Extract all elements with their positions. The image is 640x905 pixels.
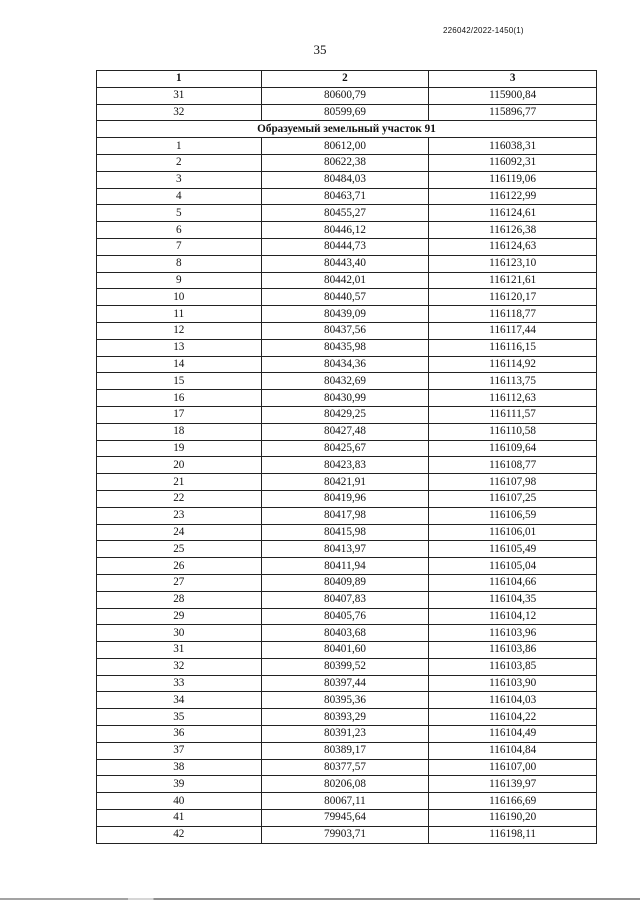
x-coordinate-cell: 80413,97 [261,541,429,558]
table-row [97,742,597,759]
x-coordinate-cell: 80446,12 [261,222,429,239]
table-row [97,726,597,743]
x-coordinate-cell: 80403,68 [261,625,429,642]
x-coordinate-cell: 80600,79 [261,87,429,104]
y-coordinate-cell: 116112,63 [429,390,597,407]
x-coordinate-cell: 80612,00 [261,138,429,155]
x-coordinate-cell: 80421,91 [261,474,429,491]
table-row [97,171,597,188]
point-number-cell: 31 [97,87,262,104]
point-number-cell: 32 [97,104,262,121]
x-coordinate-cell: 80427,48 [261,423,429,440]
x-coordinate-cell: 79945,64 [261,810,429,827]
x-coordinate-cell: 80415,98 [261,524,429,541]
table-body-parcel-91 [97,138,597,843]
x-coordinate-cell: 80443,40 [261,255,429,272]
table-row [97,625,597,642]
table-row [97,457,597,474]
point-number-cell: 15 [97,373,262,390]
y-coordinate-cell: 116113,75 [429,373,597,390]
table-row [97,642,597,659]
point-number-cell: 32 [97,658,262,675]
table-row [97,423,597,440]
table-row [97,406,597,423]
x-coordinate-cell: 80401,60 [261,642,429,659]
x-coordinate-cell: 80411,94 [261,558,429,575]
point-number-cell: 6 [97,222,262,239]
point-number-cell: 8 [97,255,262,272]
y-coordinate-cell: 116126,38 [429,222,597,239]
document-number: 226042/2022-1450(1) [443,26,524,35]
point-number-cell: 29 [97,608,262,625]
y-coordinate-cell: 116111,57 [429,406,597,423]
table-row [97,793,597,810]
table-row [97,289,597,306]
x-coordinate-cell: 80067,11 [261,793,429,810]
point-number-cell: 40 [97,793,262,810]
point-number-cell: 24 [97,524,262,541]
table-row [97,188,597,205]
point-number-cell: 25 [97,541,262,558]
x-coordinate-cell: 80455,27 [261,205,429,222]
x-coordinate-cell: 80444,73 [261,238,429,255]
table-row [97,104,597,121]
x-coordinate-cell: 80437,56 [261,322,429,339]
x-coordinate-cell: 80395,36 [261,692,429,709]
table-row [97,692,597,709]
point-number-cell: 9 [97,272,262,289]
y-coordinate-cell: 116119,06 [429,171,597,188]
x-coordinate-cell: 80442,01 [261,272,429,289]
x-coordinate-cell: 80393,29 [261,709,429,726]
y-coordinate-cell: 116103,86 [429,642,597,659]
y-coordinate-cell: 116107,00 [429,759,597,776]
table-row [97,826,597,843]
point-number-cell: 36 [97,726,262,743]
page-number: 35 [313,42,327,57]
table-row [97,574,597,591]
x-coordinate-cell: 80484,03 [261,171,429,188]
y-coordinate-cell: 116110,58 [429,423,597,440]
x-coordinate-cell: 80463,71 [261,188,429,205]
point-number-cell: 2 [97,154,262,171]
x-coordinate-cell: 80440,57 [261,289,429,306]
point-number-cell: 33 [97,675,262,692]
point-number-cell: 11 [97,306,262,323]
y-coordinate-cell: 116105,49 [429,541,597,558]
y-coordinate-cell: 116092,31 [429,154,597,171]
table-row [97,322,597,339]
x-coordinate-cell: 79903,71 [261,826,429,843]
table-row [97,373,597,390]
y-coordinate-cell: 116106,01 [429,524,597,541]
x-coordinate-cell: 80206,08 [261,776,429,793]
point-number-cell: 1 [97,138,262,155]
y-coordinate-cell: 116123,10 [429,255,597,272]
table-row [97,507,597,524]
scan-artifact-line [0,898,640,900]
table-row [97,390,597,407]
y-coordinate-cell: 116106,59 [429,507,597,524]
point-number-cell: 7 [97,238,262,255]
table-row [97,272,597,289]
section-row [97,121,597,138]
point-number-cell: 14 [97,356,262,373]
point-number-cell: 4 [97,188,262,205]
point-number-cell: 42 [97,826,262,843]
y-coordinate-cell: 116104,22 [429,709,597,726]
x-coordinate-cell: 80439,09 [261,306,429,323]
table-row [97,306,597,323]
point-number-cell: 10 [97,289,262,306]
y-coordinate-cell: 116104,49 [429,726,597,743]
point-number-cell: 20 [97,457,262,474]
y-coordinate-cell: 116107,98 [429,474,597,491]
point-number-cell: 3 [97,171,262,188]
y-coordinate-cell: 116104,03 [429,692,597,709]
y-coordinate-cell: 116120,17 [429,289,597,306]
y-coordinate-cell: 116103,90 [429,675,597,692]
table-row [97,658,597,675]
point-number-cell: 23 [97,507,262,524]
y-coordinate-cell: 116104,84 [429,742,597,759]
point-number-cell: 37 [97,742,262,759]
x-coordinate-cell: 80599,69 [261,104,429,121]
point-number-cell: 39 [97,776,262,793]
table-header-row [97,71,597,88]
y-coordinate-cell: 116124,63 [429,238,597,255]
table-row [97,490,597,507]
x-coordinate-cell: 80397,44 [261,675,429,692]
table-row [97,87,597,104]
x-coordinate-cell: 80407,83 [261,591,429,608]
point-number-cell: 16 [97,390,262,407]
x-coordinate-cell: 80391,23 [261,726,429,743]
point-number-cell: 28 [97,591,262,608]
point-number-cell: 31 [97,642,262,659]
x-coordinate-cell: 80430,99 [261,390,429,407]
column-header: 3 [429,71,597,88]
table-row [97,138,597,155]
table-row [97,558,597,575]
table-body-previous-parcel [97,87,597,121]
table-row [97,709,597,726]
table-row [97,255,597,272]
column-header: 2 [261,71,429,88]
y-coordinate-cell: 116124,61 [429,205,597,222]
table-row [97,810,597,827]
point-number-cell: 17 [97,406,262,423]
column-header: 1 [97,71,262,88]
point-number-cell: 35 [97,709,262,726]
table-row [97,776,597,793]
x-coordinate-cell: 80622,38 [261,154,429,171]
x-coordinate-cell: 80434,36 [261,356,429,373]
table-row [97,474,597,491]
y-coordinate-cell: 116107,25 [429,490,597,507]
y-coordinate-cell: 116104,66 [429,574,597,591]
table-row [97,339,597,356]
table-row [97,608,597,625]
y-coordinate-cell: 116103,85 [429,658,597,675]
point-number-cell: 41 [97,810,262,827]
x-coordinate-cell: 80419,96 [261,490,429,507]
y-coordinate-cell: 116139,97 [429,776,597,793]
y-coordinate-cell: 116166,69 [429,793,597,810]
y-coordinate-cell: 116108,77 [429,457,597,474]
y-coordinate-cell: 116118,77 [429,306,597,323]
x-coordinate-cell: 80417,98 [261,507,429,524]
point-number-cell: 34 [97,692,262,709]
point-number-cell: 13 [97,339,262,356]
point-number-cell: 12 [97,322,262,339]
table-row [97,238,597,255]
table-row [97,222,597,239]
section-title: Образуемый земельный участок 91 [97,121,597,138]
point-number-cell: 22 [97,490,262,507]
table-row [97,154,597,171]
point-number-cell: 38 [97,759,262,776]
x-coordinate-cell: 80425,67 [261,440,429,457]
table-row [97,205,597,222]
y-coordinate-cell: 116114,92 [429,356,597,373]
y-coordinate-cell: 116121,61 [429,272,597,289]
y-coordinate-cell: 116103,96 [429,625,597,642]
y-coordinate-cell: 116117,44 [429,322,597,339]
table-row [97,440,597,457]
x-coordinate-cell: 80409,89 [261,574,429,591]
table-row [97,591,597,608]
point-number-cell: 27 [97,574,262,591]
x-coordinate-cell: 80377,57 [261,759,429,776]
y-coordinate-cell: 116116,15 [429,339,597,356]
x-coordinate-cell: 80432,69 [261,373,429,390]
x-coordinate-cell: 80423,83 [261,457,429,474]
point-number-cell: 30 [97,625,262,642]
y-coordinate-cell: 116105,04 [429,558,597,575]
x-coordinate-cell: 80405,76 [261,608,429,625]
point-number-cell: 5 [97,205,262,222]
x-coordinate-cell: 80435,98 [261,339,429,356]
point-number-cell: 19 [97,440,262,457]
y-coordinate-cell: 115896,77 [429,104,597,121]
point-number-cell: 18 [97,423,262,440]
table-row [97,541,597,558]
point-number-cell: 21 [97,474,262,491]
table-row [97,675,597,692]
x-coordinate-cell: 80429,25 [261,406,429,423]
coordinates-table [96,70,597,844]
x-coordinate-cell: 80399,52 [261,658,429,675]
y-coordinate-cell: 116109,64 [429,440,597,457]
table-row [97,356,597,373]
table-row [97,524,597,541]
y-coordinate-cell: 116038,31 [429,138,597,155]
y-coordinate-cell: 116104,12 [429,608,597,625]
y-coordinate-cell: 116198,11 [429,826,597,843]
y-coordinate-cell: 116122,99 [429,188,597,205]
y-coordinate-cell: 116104,35 [429,591,597,608]
y-coordinate-cell: 115900,84 [429,87,597,104]
y-coordinate-cell: 116190,20 [429,810,597,827]
table-row [97,759,597,776]
x-coordinate-cell: 80389,17 [261,742,429,759]
point-number-cell: 26 [97,558,262,575]
